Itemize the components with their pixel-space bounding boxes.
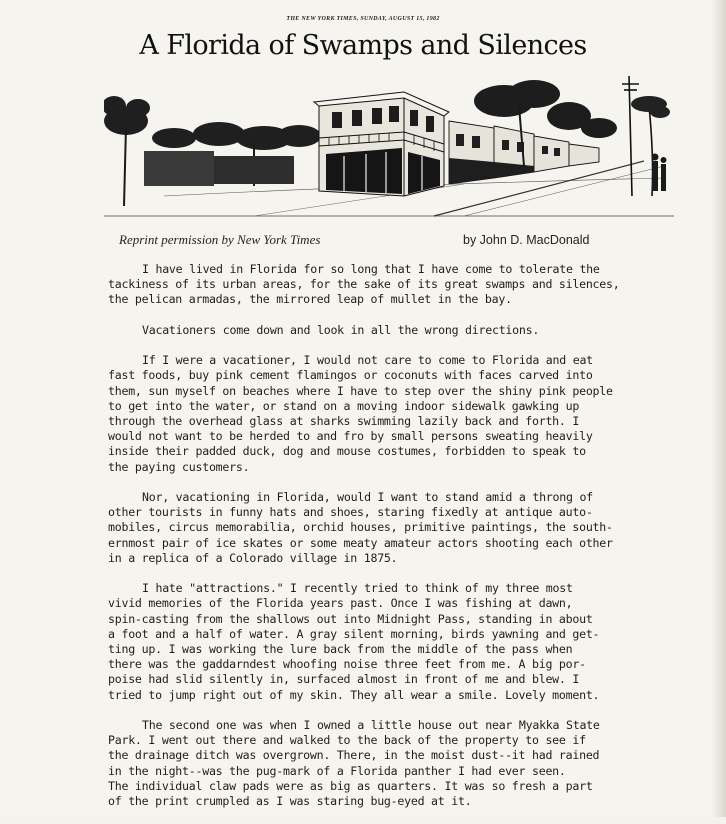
paragraph-line: of the print crumpled as I was staring bug-eyed at it.: [108, 794, 472, 809]
paragraph-line: a foot and a half of water. A gray silent morning, birds yawning and get-: [108, 626, 600, 641]
newspaper-masthead: THE NEW YORK TIMES, SUNDAY, AUGUST 15, 1982: [286, 16, 440, 22]
paragraph-line: I hate "attractions." I recently tried to think of my three most: [142, 581, 573, 596]
paragraph-line: mobiles, circus memorabilia, orchid houses, primitive paintings, the south-: [108, 520, 613, 535]
paragraph-line: If I were a vacationer, I would not care to come to Florida and eat: [142, 353, 593, 368]
article-paragraph: [108, 490, 718, 566]
paragraph-line: tackiness of its urban areas, for the sake of its great swamps and silences,: [108, 277, 620, 292]
paragraph-line: The individual claw pads were as big as quarters. It was so fresh a part: [108, 778, 593, 793]
paragraph-line: poise had slid silently in, surfaced almost in front of me and blew. I: [108, 672, 580, 687]
paragraph-line: Nor, vacationing in Florida, would I want to stand amid a throng of: [142, 490, 593, 504]
article-paragraph: [108, 323, 718, 338]
paragraph-line: spin-casting from the shallows out into Midnight Pass, standing in about: [108, 611, 593, 626]
paragraph-line: I have lived in Florida for so long that I have come to tolerate the: [142, 262, 600, 276]
paragraph-line: vivid memories of the Florida years past. Once I was fishing at dawn,: [108, 596, 573, 611]
paragraph-line: the pelican armadas, the mirrored leap of mullet in the bay.: [108, 292, 512, 307]
article-paragraph: [108, 353, 718, 475]
paragraph-line: in the night--was the pug-mark of a Florida panther I had ever seen.: [108, 763, 566, 778]
paragraph-line: Vacationers come down and look in all the wrong directions.: [142, 322, 540, 337]
article-headline: A Florida of Swamps and Silences: [139, 30, 587, 61]
paragraph-line: ting up. I was working the lure back from the middle of the pass when: [108, 642, 573, 657]
paragraph-line: the drainage ditch was overgrown. There, in the moist dust--it had rained: [108, 748, 600, 763]
paragraph-line: Park. I went out there and walked to the back of the property to see if: [108, 733, 586, 748]
paragraph-line: inside their padded duck, dog and mouse costumes, forbidden to speak to: [108, 444, 586, 459]
reprint-credit: Reprint permission by New York Times: [119, 232, 321, 247]
paragraph-line: ernmost pair of ice skates or some meaty amateur actors shooting each other: [108, 535, 613, 550]
paragraph-line: fast foods, buy pink cement flamingos or coconuts with faces carved into: [108, 368, 593, 383]
article-paragraph: [108, 581, 718, 703]
street-scene-illustration: [104, 66, 674, 226]
paragraph-line: them, sun myself on beaches where I have to step over the shiny pink people: [108, 383, 613, 398]
paragraph-line: through the overhead glass at sharks swimming lazily back and forth. I: [108, 414, 580, 428]
article-body: [108, 262, 718, 824]
paragraph-line: there was the gaddarndest whoofing noise three feet from me. A big por-: [108, 657, 586, 672]
paragraph-line: tried to jump right out of my skin. They all wear a smile. Lovely moment.: [108, 687, 600, 702]
paragraph-line: The second one was when I owned a little house out near Myakka State: [142, 718, 600, 733]
paragraph-line: other tourists in funny hats and shoes, staring fixedly at antique auto-: [108, 505, 593, 520]
article-paragraph: [108, 262, 718, 308]
byline: by John D. MacDonald: [463, 233, 590, 247]
paragraph-line: the paying customers.: [108, 459, 250, 474]
article-paragraph: [108, 718, 718, 809]
paragraph-line: to get into the water, or stand on a moving indoor sidewalk gawking up: [108, 398, 580, 413]
paragraph-line: would not want to be herded to and fro by small persons sweating heavily: [108, 429, 593, 444]
paragraph-line: in a replica of a Colorado village in 1875.: [108, 550, 398, 565]
